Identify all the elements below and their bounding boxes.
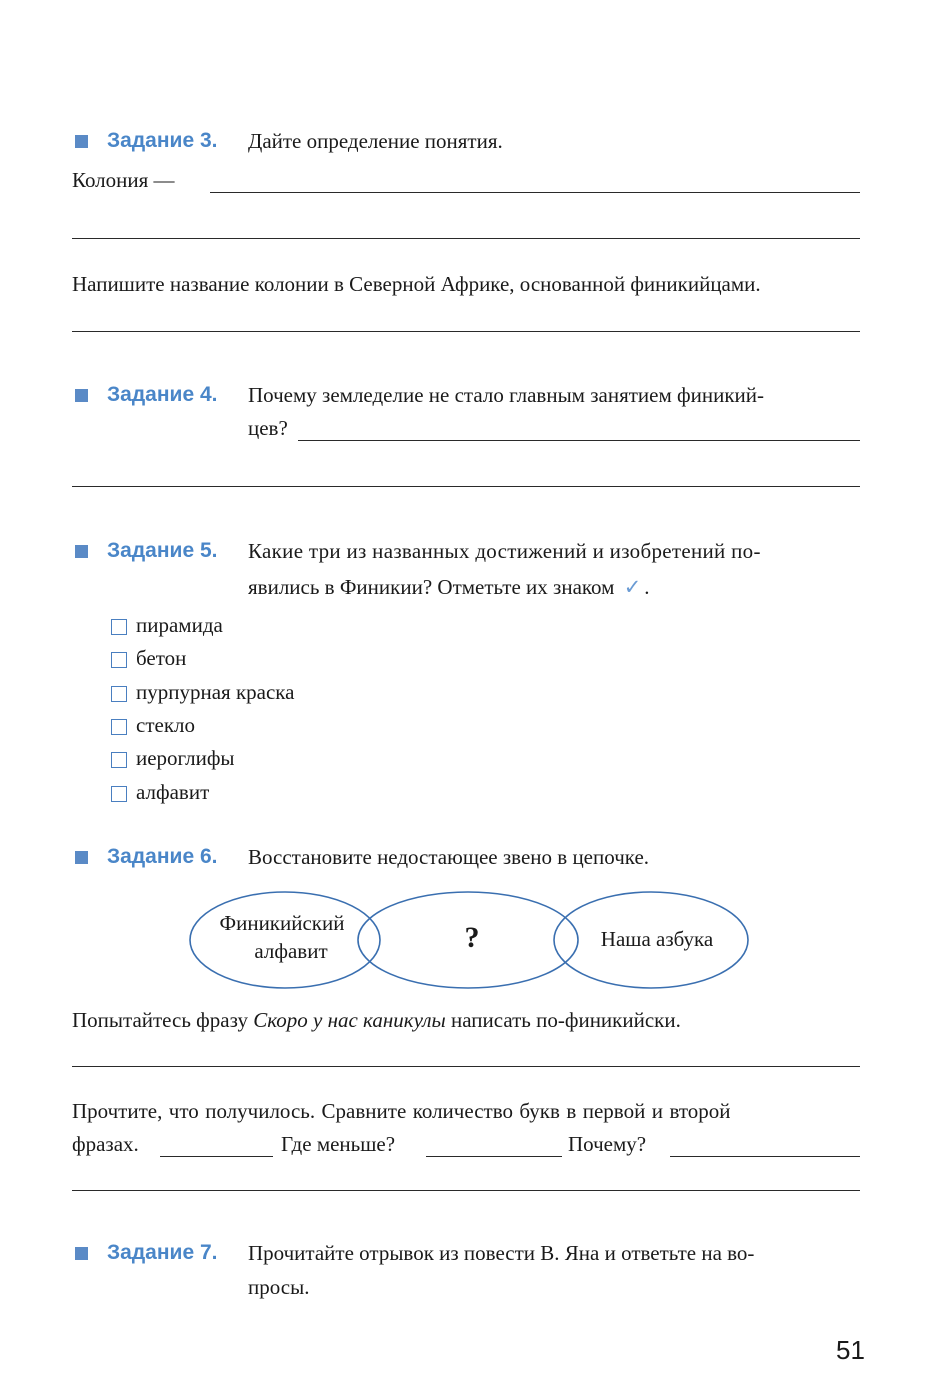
try-phrase: Скоро у нас каникулы: [253, 1008, 446, 1032]
task3-answer-line-3[interactable]: [72, 331, 860, 332]
option-label: бетон: [136, 646, 187, 670]
task5-text-line1: Какие три из названных достижений и изобретений по-: [248, 539, 761, 563]
task4-answer-line-2[interactable]: [72, 486, 860, 487]
task6-prompt: Восстановите недостающее звено в цепочке.: [248, 845, 650, 869]
task3-label: Задание 3.: [107, 129, 218, 152]
task4-marker: [75, 389, 88, 402]
task4-text-line1: Почему земледелие не стало главным занятием финикий-: [248, 383, 764, 407]
task7-label: Задание 7.: [107, 1241, 218, 1264]
task6-label: Задание 6.: [107, 845, 218, 868]
task5-label: Задание 5.: [107, 539, 218, 562]
chain-left-line2: алфавит: [254, 939, 328, 963]
checkbox-purple-dye[interactable]: [111, 686, 127, 702]
task6-marker: [75, 851, 88, 864]
task6-compare-where: Где меньше?: [281, 1132, 396, 1156]
task5-period: .: [644, 575, 650, 599]
task6-compare-line1: Прочтите, что получилось. Сравните количество букв в первой и второй: [72, 1099, 731, 1123]
task6-answer-line-2[interactable]: [72, 1190, 860, 1191]
checkbox-hieroglyphs[interactable]: [111, 752, 127, 768]
checkbox-alphabet[interactable]: [111, 786, 127, 802]
page-number: 51: [836, 1335, 865, 1365]
option-label: пирамида: [136, 613, 223, 637]
chain-diagram: [185, 885, 765, 995]
task7-text-line1: Прочитайте отрывок из повести В. Яна и ответьте на во-: [248, 1241, 755, 1265]
where-less-line[interactable]: [426, 1156, 562, 1157]
task5-text-line2-body: явились в Финикии? Отметьте их знаком: [248, 575, 615, 599]
option-label: иероглифы: [136, 746, 235, 770]
chain-middle-question: ?: [464, 921, 480, 954]
task6-compare-why: Почему?: [568, 1132, 647, 1156]
task4-label: Задание 4.: [107, 383, 218, 406]
chain-right-text: Наша азбука: [600, 927, 714, 951]
task5-marker: [75, 545, 88, 558]
try-after: написать по-финикийски.: [451, 1008, 681, 1032]
chain-left-line1: Финикийский: [219, 911, 345, 935]
task3-question: Напишите название колонии в Северной Африке, основанной финикийцами.: [72, 272, 761, 296]
task4-answer-line-1[interactable]: [298, 440, 860, 441]
checkbox-glass[interactable]: [111, 719, 127, 735]
checkbox-pyramid[interactable]: [111, 619, 127, 635]
task3-term: Колония —: [72, 168, 175, 192]
option-label: алфавит: [136, 780, 210, 804]
task3-marker: [75, 135, 88, 148]
task3-answer-line-1[interactable]: [210, 192, 860, 193]
task6-answer-line-1[interactable]: [72, 1066, 860, 1067]
checkbox-concrete[interactable]: [111, 652, 127, 668]
why-line[interactable]: [670, 1156, 860, 1157]
try-before: Попытайтесь фразу: [72, 1008, 248, 1032]
task4-text-line2: цев?: [248, 416, 288, 440]
count-first-line[interactable]: [160, 1156, 273, 1157]
task5-text-line2: [248, 575, 650, 600]
task7-marker: [75, 1247, 88, 1260]
task3-answer-line-2[interactable]: [72, 238, 860, 239]
task7-text-line2: просы.: [248, 1275, 310, 1299]
task6-try-sentence: [72, 1008, 681, 1033]
checkmark-icon: ✓: [623, 575, 642, 599]
option-label: пурпурная краска: [136, 680, 295, 704]
task6-compare-phrases: фразах.: [72, 1132, 139, 1156]
task3-prompt: Дайте определение понятия.: [248, 129, 503, 153]
option-label: стекло: [136, 713, 196, 737]
